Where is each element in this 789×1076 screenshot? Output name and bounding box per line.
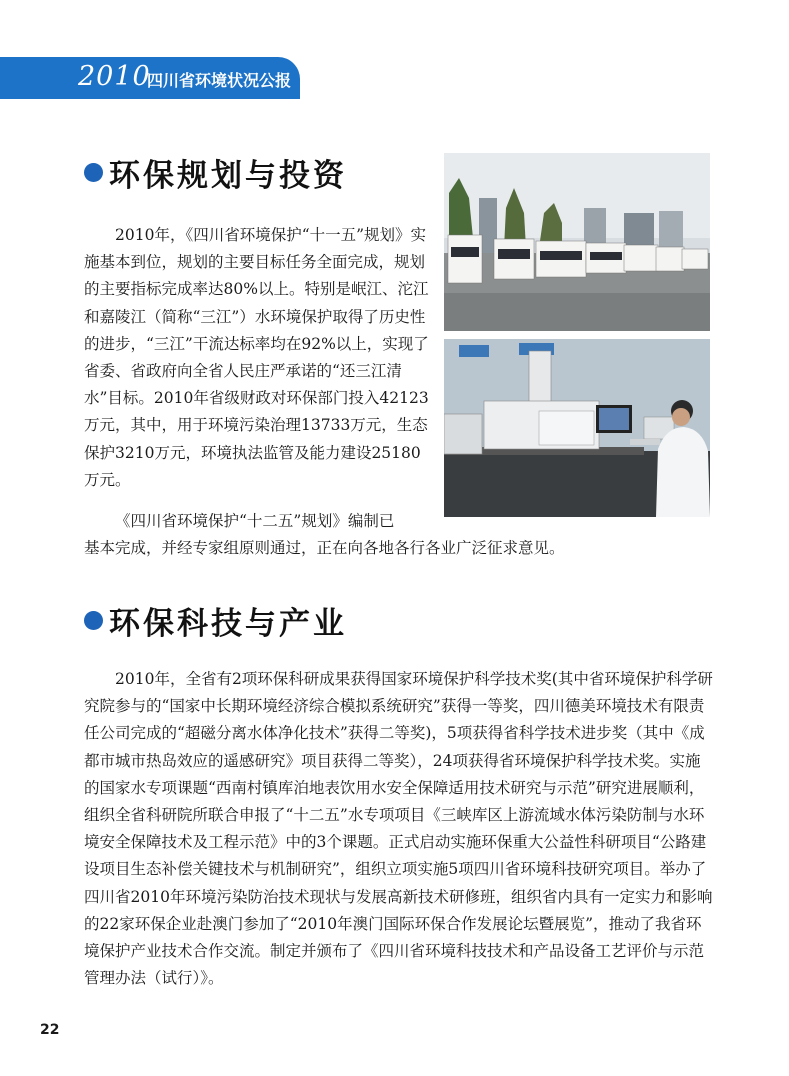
planning-paragraph-2-part1: 《四川省环境保护“十二五”规划》编制已 xyxy=(115,512,395,530)
planning-paragraph-1: 2010年，《四川省环境保护“十一五”规划》实施基本到位，规划的主要目标任务全面完成，规划的主要指标完成率达80%以上。特别是岷江、沱江和嘉陵江（简称“三江”）水环境保护取得了历史性的进步，“三江”干流达标率均在92%以上，实现了省委、省政府向全省人民庄严承诺的“还三江清水”目标。2010年省级财政对环保部门投入42123万元，其中，用于环境污染治理13733万元，生态保护3210万元，环境执法监管及能力建设25180万元。 xyxy=(84,226,429,489)
header-title: 四川省环境状况公报 xyxy=(147,71,292,90)
section-heading-technology xyxy=(84,598,347,643)
page-number: 22 xyxy=(40,1022,60,1038)
bullet-dot-icon xyxy=(84,611,103,630)
section-heading-planning-text: 环保规划与投资 xyxy=(109,158,347,194)
section-heading-technology-text: 环保科技与产业 xyxy=(109,606,347,642)
technology-paragraph-1: 2010年，全省有2项环保科研成果获得国家环境保护科学技术奖(其中省环境保护科学研究院参与的“国家中长期环境经济综合模拟系统研究”获得一等奖，四川德美环境技术有限责任公司完成的“超磁分离水体净化技术”获得二等奖)，5项获得省科学技术进步奖（其中《成都市城市热岛效应的遥感研究》项目获得二等奖），24项获得省环境保护科学技术奖。实施的国家水专项课题“西南村镇库泊地表饮用水安全保障适用技术研究与示范”研究进展顺利，组织全省科研院所联合申报了“十二五”水专项项目《三峡库区上游流域水体污染防制与水环境安全保障技术及工程示范》中的3个课题。正式启动实施环保重大公益性科研项目“公路建设项目生态补偿关键技术与机制研究”，组织立项实施5项四川省环境科技研究项目。举办了四川省2010年环境污染防治技术现状与发展高新技术研修班，组织省内具有一定实力和影响的22家环保企业赴澳门参加了“2010年澳门国际环保合作发展论坛暨展览”，推动了我省环境保护产业技术合作交流。制定并颁布了《四川省环境科技技术和产品设备工艺评价与示范管理办法（试行）》。 xyxy=(84,670,713,988)
section-heading-planning xyxy=(84,150,347,195)
photo-laboratory-analyst xyxy=(444,339,710,517)
bullet-dot-icon xyxy=(84,163,103,182)
header-year: 2010 xyxy=(78,61,151,92)
photo-monitoring-vehicles xyxy=(444,153,710,331)
planning-paragraph-2-part2: 基本完成，并经专家组原则通过，正在向各地各行各业广泛征求意见。 xyxy=(84,539,565,557)
